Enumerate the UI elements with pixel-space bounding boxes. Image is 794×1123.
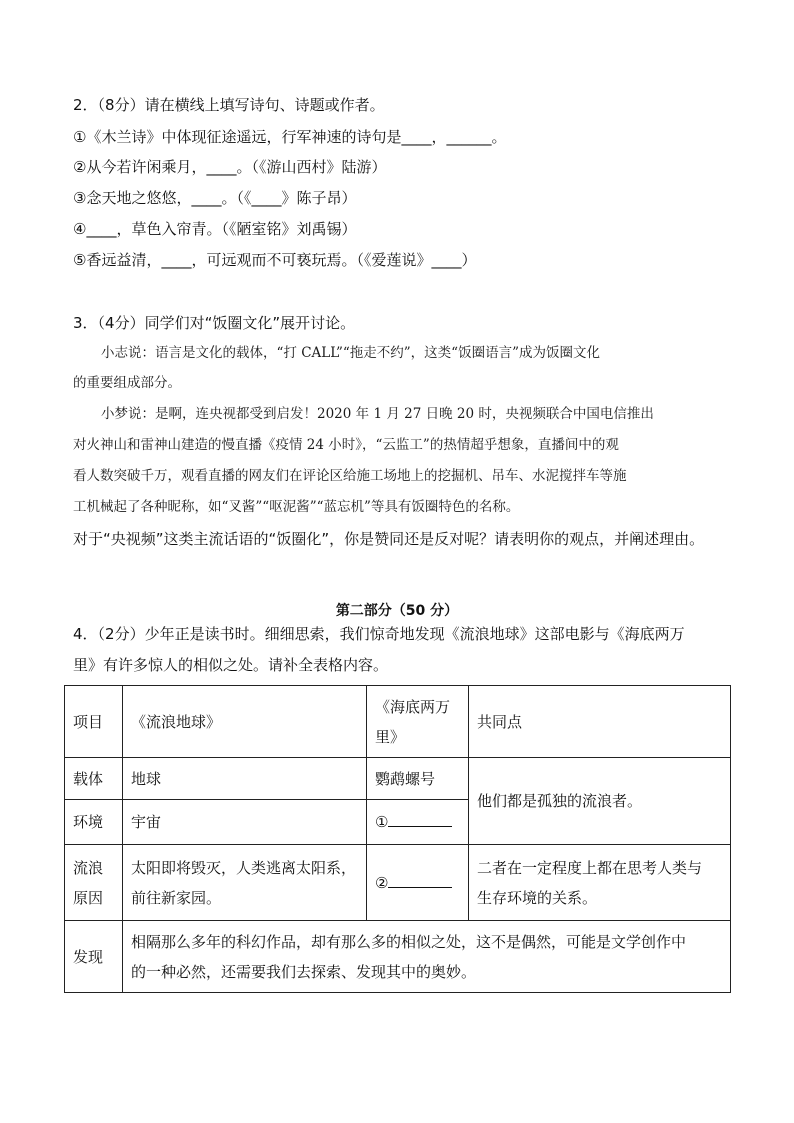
q3-passage-line: 的重要组成部分。 bbox=[73, 375, 181, 391]
label-carrier: 载体 bbox=[65, 758, 123, 800]
header-twenty-thousand-leagues bbox=[367, 686, 469, 758]
table-row-carrier bbox=[65, 758, 731, 800]
q2-item-1: ①《木兰诗》中体现征途遥远，行军神速的诗句是____，______。 bbox=[73, 128, 507, 146]
q2-item-3: ③念天地之悠悠，____。（《____》陈子昂） bbox=[73, 189, 357, 207]
header-col3-line2: 里》 bbox=[375, 727, 406, 746]
reason-earth bbox=[123, 845, 367, 921]
q2-item-4: ④____，草色入帘青。（《陋室铭》刘禹锡） bbox=[73, 220, 357, 238]
label-reason-line1: 流浪 bbox=[73, 858, 104, 877]
blank-2-field[interactable] bbox=[367, 845, 469, 921]
table-header-row bbox=[65, 686, 731, 758]
header-common: 共同点 bbox=[469, 686, 731, 758]
label-environment: 环境 bbox=[65, 800, 123, 845]
q2-item-2: ②从今若许闲乘月，____。（《游山西村》陆游） bbox=[73, 158, 387, 176]
reason-earth-line2: 前往新家园。 bbox=[131, 888, 222, 907]
table-row-reason bbox=[65, 845, 731, 921]
label-reason-line2: 原因 bbox=[73, 888, 104, 907]
reason-earth-line1: 太阳即将毁灭，人类逃离太阳系， bbox=[131, 858, 357, 877]
header-col3-line1: 《海底两万 bbox=[375, 697, 451, 716]
table-row-discovery bbox=[65, 921, 731, 993]
comparison-table bbox=[64, 685, 731, 993]
carrier-earth: 地球 bbox=[123, 758, 367, 800]
section-title: 第二部分（50 分） bbox=[335, 603, 459, 619]
blank-1-underline bbox=[388, 808, 452, 827]
q3-question: 对于“央视频”这类主流话语的“饭圈化”，你是赞同还是反对呢？请表明你的观点，并阐述理由。 bbox=[73, 530, 705, 548]
common-relationship-line1: 二者在一定程度上都在思考人类与 bbox=[477, 858, 703, 877]
carrier-nautilus: 鹦鹉螺号 bbox=[367, 758, 469, 800]
common-relationship-line2: 生存环境的关系。 bbox=[477, 888, 598, 907]
label-discovery: 发现 bbox=[65, 921, 123, 993]
common-lonely: 他们都是孤独的流浪者。 bbox=[469, 758, 731, 845]
q3-passage-line: 小志说：语言是文化的载体，“打 CALL”“拖走不约”，这类“饭圈语言”成为饭圈文化 bbox=[101, 345, 600, 361]
q3-header: 3．（4分）同学们对“饭圈文化”展开讨论。 bbox=[73, 314, 356, 332]
header-wandering-earth: 《流浪地球》 bbox=[123, 686, 367, 758]
q3-passage-line: 工机械起了各种昵称，如“叉酱”“呕泥酱”“蓝忘机”等具有饭圈特色的名称。 bbox=[73, 499, 520, 515]
discovery-line2: 的一种必然，还需要我们去探索、发现其中的奥妙。 bbox=[131, 962, 477, 981]
q4-header-line: 里》有许多惊人的相似之处。请补全表格内容。 bbox=[73, 656, 389, 674]
common-relationship bbox=[469, 845, 731, 921]
q2-item-5: ⑤香远益清，____，可远观而不可亵玩焉。（《爱莲说》____） bbox=[73, 251, 477, 269]
discovery-text bbox=[123, 921, 731, 993]
q3-passage-line: 小梦说：是啊，连央视都受到启发！2020 年 1 月 27 日晚 20 时，央视频联合中国电信推出 bbox=[101, 406, 654, 422]
blank-1-mark: ① bbox=[375, 813, 389, 831]
q3-passage-line: 对火神山和雷神山建造的慢直播《疫情 24 小时》，“云监工”的热情超乎想象，直播间中的观 bbox=[73, 437, 619, 453]
discovery-line1: 相隔那么多年的科幻作品，却有那么多的相似之处，这不是偶然，可能是文学创作中 bbox=[131, 932, 687, 951]
q4-header-line: 4．（2分）少年正是读书时。细细思索，我们惊奇地发现《流浪地球》这部电影与《海底两万 bbox=[73, 625, 685, 643]
blank-1-field[interactable] bbox=[367, 800, 469, 845]
environment-earth: 宇宙 bbox=[123, 800, 367, 845]
q3-passage-line: 看人数突破千万，观看直播的网友们在评论区给施工场地上的挖掘机、吊车、水泥搅拌车等施 bbox=[73, 468, 627, 484]
header-item: 项目 bbox=[65, 686, 123, 758]
label-reason bbox=[65, 845, 123, 921]
blank-2-underline bbox=[388, 869, 452, 888]
q2-header: 2．（8分）请在横线上填写诗句、诗题或作者。 bbox=[73, 96, 385, 114]
blank-2-mark: ② bbox=[375, 873, 389, 892]
